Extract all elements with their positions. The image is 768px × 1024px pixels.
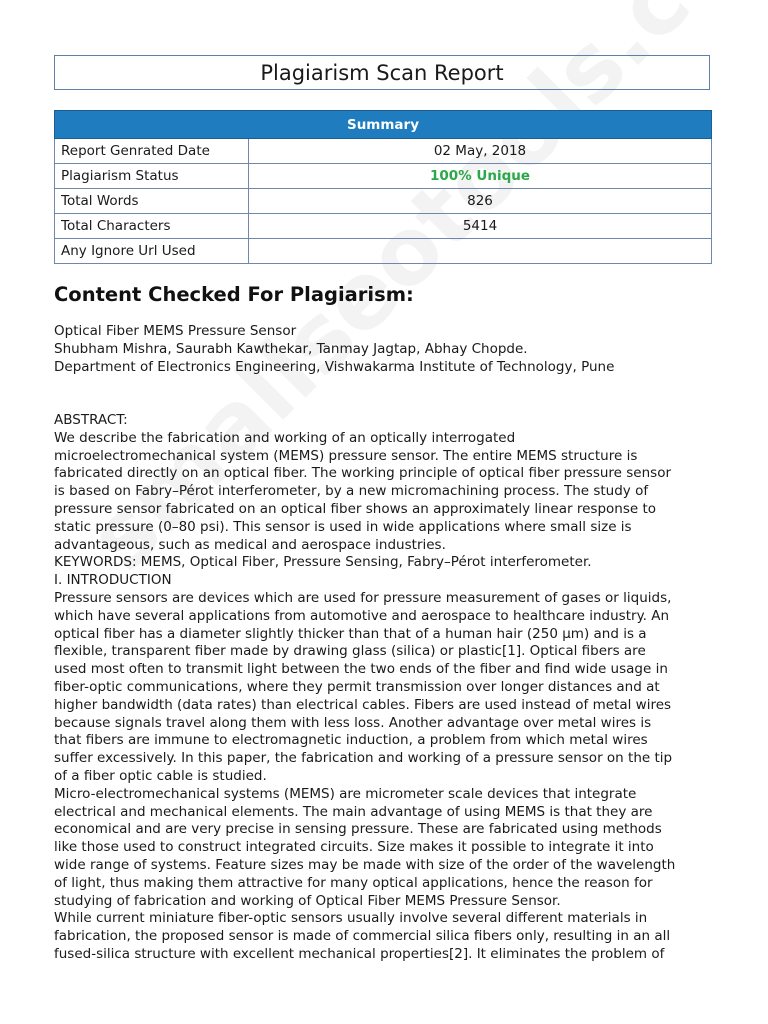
paper-meta	[54, 322, 724, 376]
body-line: that fibers are immune to electromagnetic induction, a problem from which metal wires	[54, 732, 648, 749]
row-value	[249, 239, 712, 264]
body-line: wide range of systems. Feature sizes may be made with size of the order of the wavelength	[54, 856, 676, 873]
body-line: fiber-optic communications, where they permit transmission over longer distances and at	[54, 678, 660, 695]
paper-title: Optical Fiber MEMS Pressure Sensor	[54, 323, 297, 339]
body-line: of a fiber optic cable is studied.	[54, 767, 267, 784]
paper-authors: Shubham Mishra, Saurabh Kawthekar, Tanmay Jagtap, Abhay Chopde.	[54, 341, 528, 357]
checked-content-body	[54, 412, 716, 964]
row-value: 02 May, 2018	[249, 139, 712, 164]
summary-table	[54, 110, 712, 264]
summary-header: Summary	[55, 111, 712, 139]
body-line: While current miniature fiber-optic sensors usually involve several different materials in	[54, 910, 648, 927]
body-line: Micro-electromechanical systems (MEMS) are micrometer scale devices that integrate	[54, 785, 637, 802]
table-row	[55, 239, 712, 264]
body-line: I. INTRODUCTION	[54, 572, 172, 589]
body-line: suffer excessively. In this paper, the fabrication and working of a pressure sensor on the tip	[54, 750, 673, 767]
body-line: advantageous, such as medical and aerospace industries.	[54, 536, 446, 553]
row-label: Total Characters	[55, 214, 249, 239]
body-line: fused-silica structure with excellent mechanical properties[2]. It eliminates the problem of	[54, 945, 665, 962]
body-line: static pressure (0–80 psi). This sensor is used in wide applications where small size is	[54, 518, 632, 535]
content-heading: Content Checked For Plagiarism:	[54, 283, 414, 306]
report-title: Plagiarism Scan Report	[54, 55, 710, 90]
summary-header-row	[55, 111, 712, 139]
row-label: Total Words	[55, 189, 249, 214]
body-line: is based on Fabry–Pérot interferometer, by a new micromachining process. The study of	[54, 483, 649, 500]
body-line: We describe the fabrication and working of an optically interrogated	[54, 429, 516, 446]
body-line: Pressure sensors are devices which are used for pressure measurement of gases or liquids,	[54, 589, 672, 606]
body-line: economical and are very precise in sensing pressure. These are fabricated using methods	[54, 821, 662, 838]
table-row	[55, 164, 712, 189]
body-line: optical fiber has a diameter slightly thicker than that of a human hair (250 µm) and is a	[54, 625, 647, 642]
body-line: flexible, transparent fiber made by drawing glass (silica) or plastic[1]. Optical fibers are	[54, 643, 646, 660]
body-line: KEYWORDS: MEMS, Optical Fiber, Pressure Sensing, Fabry–Pérot interferometer.	[54, 554, 592, 571]
body-line: pressure sensor fabricated on an optical fiber shows an approximately linear response to	[54, 500, 657, 517]
body-line: electrical and mechanical elements. The main advantage of using MEMS is that they are	[54, 803, 653, 820]
row-label: Plagiarism Status	[55, 164, 249, 189]
plagiarism-status-value: 100% Unique	[249, 164, 712, 189]
table-row	[55, 214, 712, 239]
table-row	[55, 139, 712, 164]
row-value: 5414	[249, 214, 712, 239]
paper-affiliation: Department of Electronics Engineering, Vishwakarma Institute of Technology, Pune	[54, 359, 615, 375]
body-line: microelectromechanical system (MEMS) pressure sensor. The entire MEMS structure is	[54, 447, 638, 464]
body-line: studying of fabrication and working of Optical Fiber MEMS Pressure Sensor.	[54, 892, 561, 909]
table-row	[55, 189, 712, 214]
body-line: which have several applications from automotive and aerospace to healthcare industry. An	[54, 607, 670, 624]
body-line: because signals travel along them with less loss. Another advantage over metal wires is	[54, 714, 652, 731]
body-line: like those used to construct integrated circuits. Size makes it possible to integrate it into	[54, 839, 654, 856]
row-value: 826	[249, 189, 712, 214]
body-line: of light, thus making them attractive for many optical applications, hence the reason for	[54, 874, 653, 891]
body-line: used most often to transmit light between the two ends of the fiber and find wide usage in	[54, 661, 668, 678]
body-line: fabricated directly on an optical fiber. The working principle of optical fiber pressure sensor	[54, 465, 672, 482]
row-label: Report Genrated Date	[55, 139, 249, 164]
body-line: fabrication, the proposed sensor is made of commercial silica fibers only, resulting in an all	[54, 928, 671, 945]
row-label: Any Ignore Url Used	[55, 239, 249, 264]
body-line: higher bandwidth (data rates) than electrical cables. Fibers are used instead of metal wires	[54, 696, 672, 713]
body-line: ABSTRACT:	[54, 412, 128, 428]
